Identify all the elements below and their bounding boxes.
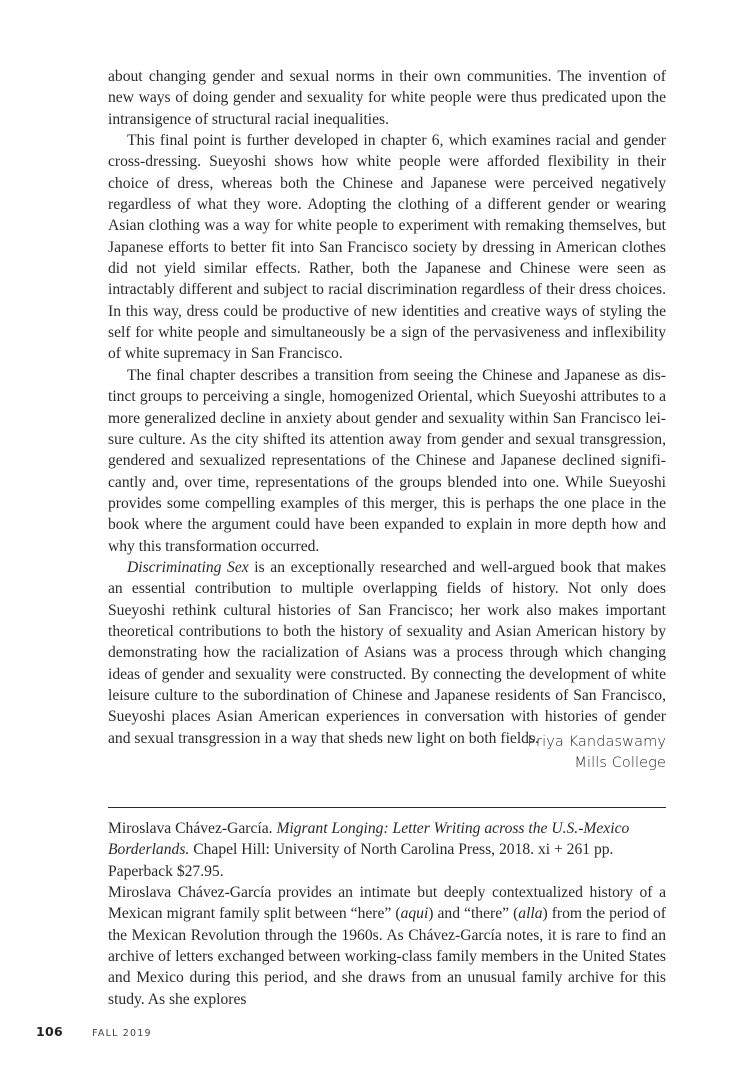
book-title-italic: Discriminating Sex: [127, 558, 249, 576]
section-divider: [108, 807, 666, 808]
reviewer-affiliation: Mills College: [574, 755, 666, 771]
review-body: [108, 66, 666, 749]
citation-author: Miroslava Chávez-García.: [108, 820, 273, 837]
citation-line: [108, 818, 666, 882]
paragraph-4: [108, 557, 666, 749]
text-segment: Miroslava Chávez-García provides an intimate but deeply contextualized history of a Mexican migrant family split between “here” (: [108, 884, 666, 923]
italic-alla: alla: [518, 905, 543, 923]
reviewer-name: Priya Kandaswamy: [527, 734, 666, 750]
text-segment: ) from the period of the Mexican Revolution through the 1960s. As Chávez-García notes, it is rare to find an archive of letters exchanged between working-class family members in the United States and Mexico during this period, and she draws from an unusual family archive for this study. As she explores: [108, 905, 666, 1008]
review-2-paragraph: [108, 882, 666, 1010]
text-segment: ) and “there” (: [428, 905, 519, 923]
italic-aqui: aqui: [400, 905, 429, 923]
issue-label: FALL 2019: [92, 1028, 152, 1039]
review-2-body: [108, 882, 666, 1010]
paragraph-2: This final point is further developed in chapter 6, which examines racial and gender cross-dressing. Sueyoshi shows how white people were afforded flexibility in their choice of dress, whereas both the Chinese and Japanese were perceived negatively regardless of what they wore. Adopting the clothing of a different gender or wearing Asian clothing was a way for white people to experiment with remaking themselves, but Japanese efforts to better fit into San Francisco society by dressing in American clothes did not yield similar effects. Rather, both the Japanese and Chinese were seen as intractably different and subject to racial discrimination regardless of their dress choices. In this way, dress could be productive of new identities and creative ways of styling the self for white people and simultaneously be a sign of the pervasiveness and inflexibility of white supremacy in San Francisco.: [108, 132, 666, 363]
page-number: 106: [36, 1024, 63, 1039]
paragraph-3: The final chapter describes a transition from seeing the Chinese and Japanese as distinct groups to perceiving a single, homogenized Oriental, which Sueyoshi attributes to a more generalized decline in anxiety about gender and sexuality within San Francisco leisure culture. As the city shifted its attention away from gender and sexual transgression, gendered and sexualized representations of the Chinese and Japanese declined significantly and, over time, representations of the groups blended into one. While Sueyoshi provides some compelling examples of this merger, this is perhaps the one place in the book where the argument could have been expanded to explain in more depth how and why this transformation occurred.: [108, 366, 666, 555]
citation-publication: Chapel Hill: University of North Carolina Press, 2018. xi + 261 pp. Paperback $27.95.: [108, 841, 614, 880]
paragraph-1: about changing gender and sexual norms in their own communities. The invention of new ways of doing gender and sexuality for white people were thus predicated upon the intransigence of structural racial inequalities.: [108, 68, 666, 128]
book-citation: [108, 818, 666, 882]
reviewer-signature: [527, 732, 666, 774]
page-footer: [36, 1021, 152, 1040]
paragraph-4-text: is an exceptionally researched and well-argued book that makes an essential contribution to multiple overlapping fields of history. Not only does Sueyoshi rethink cultural histories of San Francisco; her work also makes important theoretical contributions to both the history of sexuality and Asian American history by demonstrating how the racialization of Asians was a process through which changing ideas of gender and sexuality were constructed. By connecting the development of white leisure culture to the subordination of Chinese and Japanese residents of San Francisco, Sueyoshi places Asian American experiences in conversation with histories of gender and sexual transgression in a way that sheds new light on both fields.: [108, 558, 667, 747]
citation-title: Migrant Longing: Letter Writing across the U.S.-Mexico Borderlands.: [108, 820, 630, 859]
